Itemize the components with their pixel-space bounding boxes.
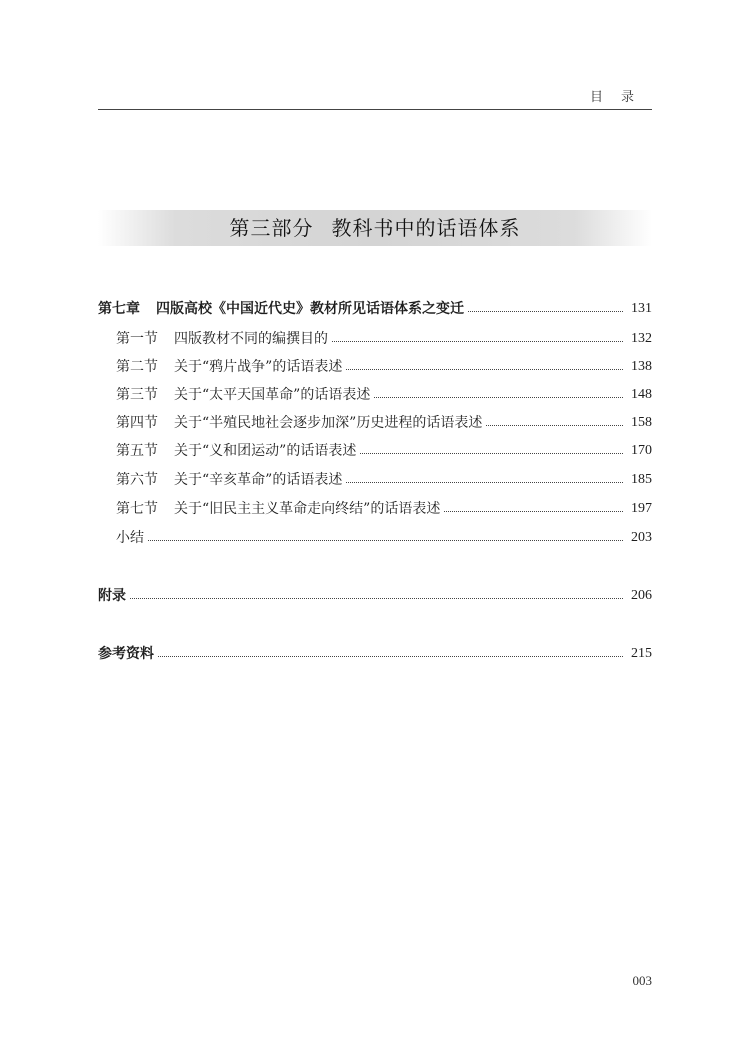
toc-section-4[interactable]: [98, 411, 652, 435]
dot-leader: [468, 311, 623, 312]
page-number: 148: [631, 387, 652, 402]
chapter-title: 四版高校《中国近代史》教材所见话语体系之变迁: [156, 301, 464, 317]
references-title: 参考资料: [98, 646, 154, 662]
page-number: 206: [631, 588, 652, 603]
page-number: 203: [631, 530, 652, 545]
page-number: 158: [631, 415, 652, 430]
toc-section-6[interactable]: [98, 468, 652, 492]
section-number: 第七节: [116, 501, 158, 517]
dot-leader: [360, 453, 623, 454]
dot-leader: [444, 511, 623, 512]
dot-leader: [486, 425, 623, 426]
running-head-title: 目录: [589, 90, 652, 105]
toc-section-5[interactable]: [98, 439, 652, 463]
toc-chapter-7[interactable]: [98, 297, 652, 321]
summary-title: 小结: [116, 530, 144, 546]
page-number: 138: [631, 359, 652, 374]
toc-appendix[interactable]: [98, 584, 652, 608]
header-rule: [98, 109, 652, 110]
page-number: 197: [631, 501, 652, 516]
dot-leader: [332, 341, 623, 342]
section-title: 四版教材不同的编撰目的: [174, 331, 328, 347]
section-number: 第六节: [116, 472, 158, 488]
dot-leader: [346, 369, 623, 370]
appendix-title: 附录: [98, 588, 126, 604]
section-title: 关于“鸦片战争”的话语表述: [174, 359, 343, 375]
dot-leader: [130, 598, 623, 599]
dot-leader: [148, 540, 623, 541]
toc-section-3[interactable]: [98, 383, 652, 407]
part-title: 教科书中的话语体系: [331, 216, 521, 240]
folio-page-number: 003: [632, 973, 652, 988]
page-number: 215: [631, 646, 652, 661]
toc-summary[interactable]: [98, 526, 652, 550]
section-number: 第四节: [116, 415, 158, 431]
toc-section-1[interactable]: [98, 327, 652, 351]
section-number: 第五节: [116, 443, 158, 459]
dot-leader: [374, 397, 623, 398]
page-number: 132: [631, 331, 652, 346]
section-title: 关于“旧民主主义革命走向终结”的话语表述: [174, 501, 441, 517]
section-number: 第三节: [116, 387, 158, 403]
page-number: 185: [631, 472, 652, 487]
toc-section-2[interactable]: [98, 355, 652, 379]
section-number: 第一节: [116, 331, 158, 347]
section-title: 关于“辛亥革命”的话语表述: [174, 472, 343, 488]
section-title: 关于“太平天国革命”的话语表述: [174, 387, 371, 403]
section-title: 关于“半殖民地社会逐步加深”历史进程的话语表述: [174, 415, 483, 431]
part-label: 第三部分: [229, 216, 314, 240]
toc-section-7[interactable]: [98, 497, 652, 521]
dot-leader: [346, 482, 623, 483]
dot-leader: [158, 656, 623, 657]
section-number: 第二节: [116, 359, 158, 375]
chapter-number: 第七章: [98, 301, 140, 317]
part-heading-band: [98, 210, 652, 246]
page-number: 131: [631, 301, 652, 316]
section-title: 关于“义和团运动”的话语表述: [174, 443, 357, 459]
part-heading: [98, 210, 652, 246]
toc-references[interactable]: [98, 642, 652, 666]
page-number: 170: [631, 443, 652, 458]
